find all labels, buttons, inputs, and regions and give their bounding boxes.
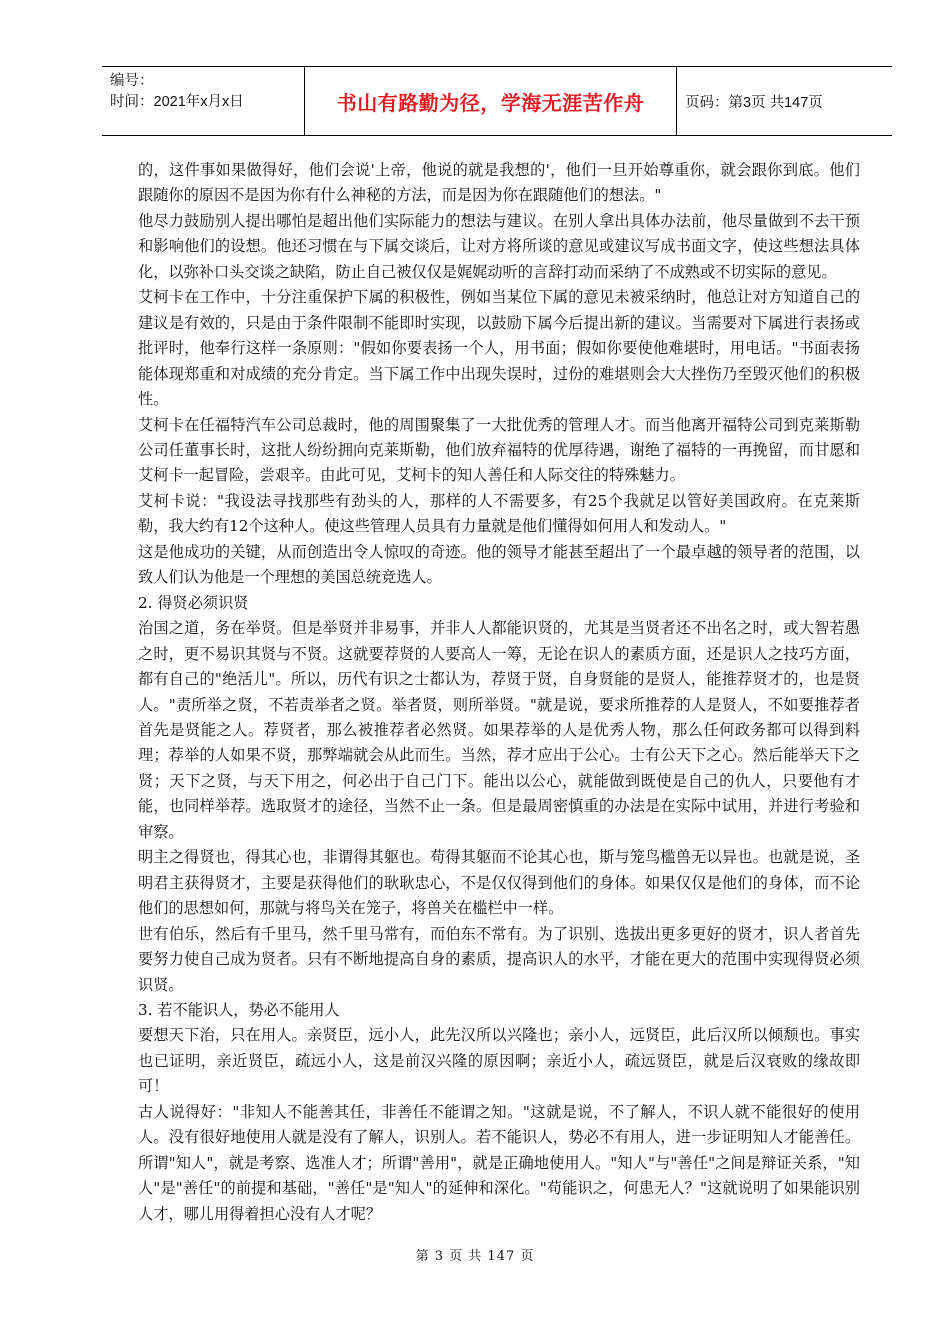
paragraph: 治国之道，务在举贤。但是举贤并非易事，并非人人都能识贤的，尤其是当贤者还不出名之时，或大智若愚之时，更不易识其贤与不贤。这就要荐贤的人要高人一筹，无论在识人的素质方面，还是识人之技巧方面，都有自己的"绝活儿"。所以，历代有识之士都认为，荐贤于贤，自身贤能的是贤人，能推荐贤才的，也是贤人。"责所举之贤，不若责举者之贤。举者贤，则所举贤。"就是说，要求所推荐的人是贤人，不如要推荐者首先是贤能之人。荐贤者，那么被推荐者必然贤。如果荐举的人是优秀人物，那么任何政务都可以得到料理；荐举的人如果不贤，那弊端就会从此而生。当然，荐才应出于公心。士有公天下之心。然后能举天下之贤；天下之贤，与天下用之，何必出于自己门下。能出以公心，就能做到既使是自己的仇人，只要他有才能，也同样举荐。选取贤才的途径，当然不止一条。但是最周密慎重的办法是在实际中试用，并进行考验和审察。	[138, 619, 860, 841]
header-time-label: 时间：2021年x月x日	[110, 94, 244, 110]
paragraph: 艾柯卡在工作中，十分注重保护下属的积极性，例如当某位下属的意见未被采纳时，他总让对方知道自己的建议是有效的，只是由于条件限制不能即时实现，以鼓励下属今后提出新的建议。当需要对下属进行表扬或批评时，他奉行这样一条原则："假如你要表扬一个人，用书面；假如你要使他难堪时，用电话。"书面表扬能体现郑重和对成绩的充分肯定。当下属工作中出现失误时，过份的难堪则会大大挫伤乃至毁灭他们的积极性。	[138, 288, 860, 409]
paragraph: 的，这件事如果做得好，他们会说'上帝，他说的就是我想的'，他们一旦开始尊重你，就会跟你到底。他们跟随你的原因不是因为你有什么神秘的方法，而是因为你在跟随他们的想法。"	[138, 161, 860, 205]
paragraph: 艾柯卡在任福特汽车公司总裁时，他的周围聚集了一大批优秀的管理人才。而当他离开福特公司到克莱斯勒公司任董事长时，这批人纷纷拥向克莱斯勒，他们放弃福特的优厚待遇，谢绝了福特的一再挽留，而甘愿和艾柯卡一起冒险，尝艰辛。由此可见，艾柯卡的知人善任和人际交往的特殊魅力。	[138, 415, 860, 485]
paragraph: 要想天下治，只在用人。亲贤臣，远小人，此先汉所以兴隆也；亲小人，远贤臣，此后汉所以倾颓也。事实也已证明，亲近贤臣，疏远小人，这是前汉兴隆的原因啊；亲近小人，疏远贤臣，就是后汉衰败的缘故即可！	[138, 1026, 860, 1096]
paragraph: 明主之得贤也，得其心也，非谓得其躯也。苟得其躯而不论其心也，斯与笼鸟槛兽无以异也。也就是说，圣明君主获得贤才，主要是获得他们的耿耿忠心，不是仅仅得到他们的身体。如果仅仅是他们的身体，而不论他们的思想如何，那就与将鸟关在笼子，将兽关在槛栏中一样。	[138, 848, 860, 918]
paragraph: 他尽力鼓励别人提出哪怕是超出他们实际能力的想法与建议。在别人拿出具体办法前，他尽量做到不去干预和影响他们的设想。他还习惯在与下属交谈后，让对方将所谈的意见或建议写成书面文字，使这些想法具体化，以弥补口头交谈之缺陷，防止自己被仅仅是娓娓动听的言辞打动而采纳了不成熟或不切实际的意见。	[138, 211, 860, 281]
paragraph: 这是他成功的关键，从而创造出令人惊叹的奇迹。他的领导才能甚至超出了一个最卓越的领导者的范围，以致人们认为他是一个理想的美国总统竞选人。	[138, 542, 860, 587]
header-motto: 书山有路勤为径，学海无涯苦作舟	[305, 67, 677, 135]
paragraph: 艾柯卡说："我设法寻找那些有劲头的人，那样的人不需要多，有25个我就足以管好美国政府。在克莱斯勒，我大约有12个这种人。使这些管理人员具有力量就是他们懂得如何用人和发动人。"	[138, 491, 860, 536]
header-meta	[102, 67, 305, 135]
section-heading: 2. 得贤必须识贤	[138, 593, 249, 612]
header-number-label: 编号：	[110, 73, 154, 89]
paragraph: 世有伯乐，然后有千里马，然千里马常有，而伯东不常有。为了识别、选拔出更多更好的贤才，识人者首先要努力使自己成为贤者。只有不断地提高自身的素质，提高识人的水平，才能在更大的范围中实现得贤必须识贤。	[138, 924, 860, 994]
paragraph: 古人说得好："非知人不能善其任，非善任不能谓之知。"这就是说，不了解人，不识人就不能很好的使用人。没有很好地使用人就是没有了解人，识别人。若不能识人，势必不有用人，进一步证明知人才能善任。所谓"知人"，就是考察、选准人才；所谓"善用"，就是正确地使用人。"知人"与"善任"之间是辩证关系，"知人"是"善任"的前提和基础，"善任"是"知人"的延伸和深化。"苟能识之，何患无人？"这就说明了如果能识别人才，哪儿用得着担心没有人才呢？	[138, 1102, 860, 1223]
document-body	[138, 158, 860, 1227]
section-heading: 3. 若不能识人，势必不能用人	[138, 1000, 340, 1019]
page-footer: 第 3 页 共 147 页	[415, 1249, 535, 1264]
document-header	[102, 66, 892, 136]
header-page-label: 页码：第3页 共147页	[685, 94, 823, 111]
